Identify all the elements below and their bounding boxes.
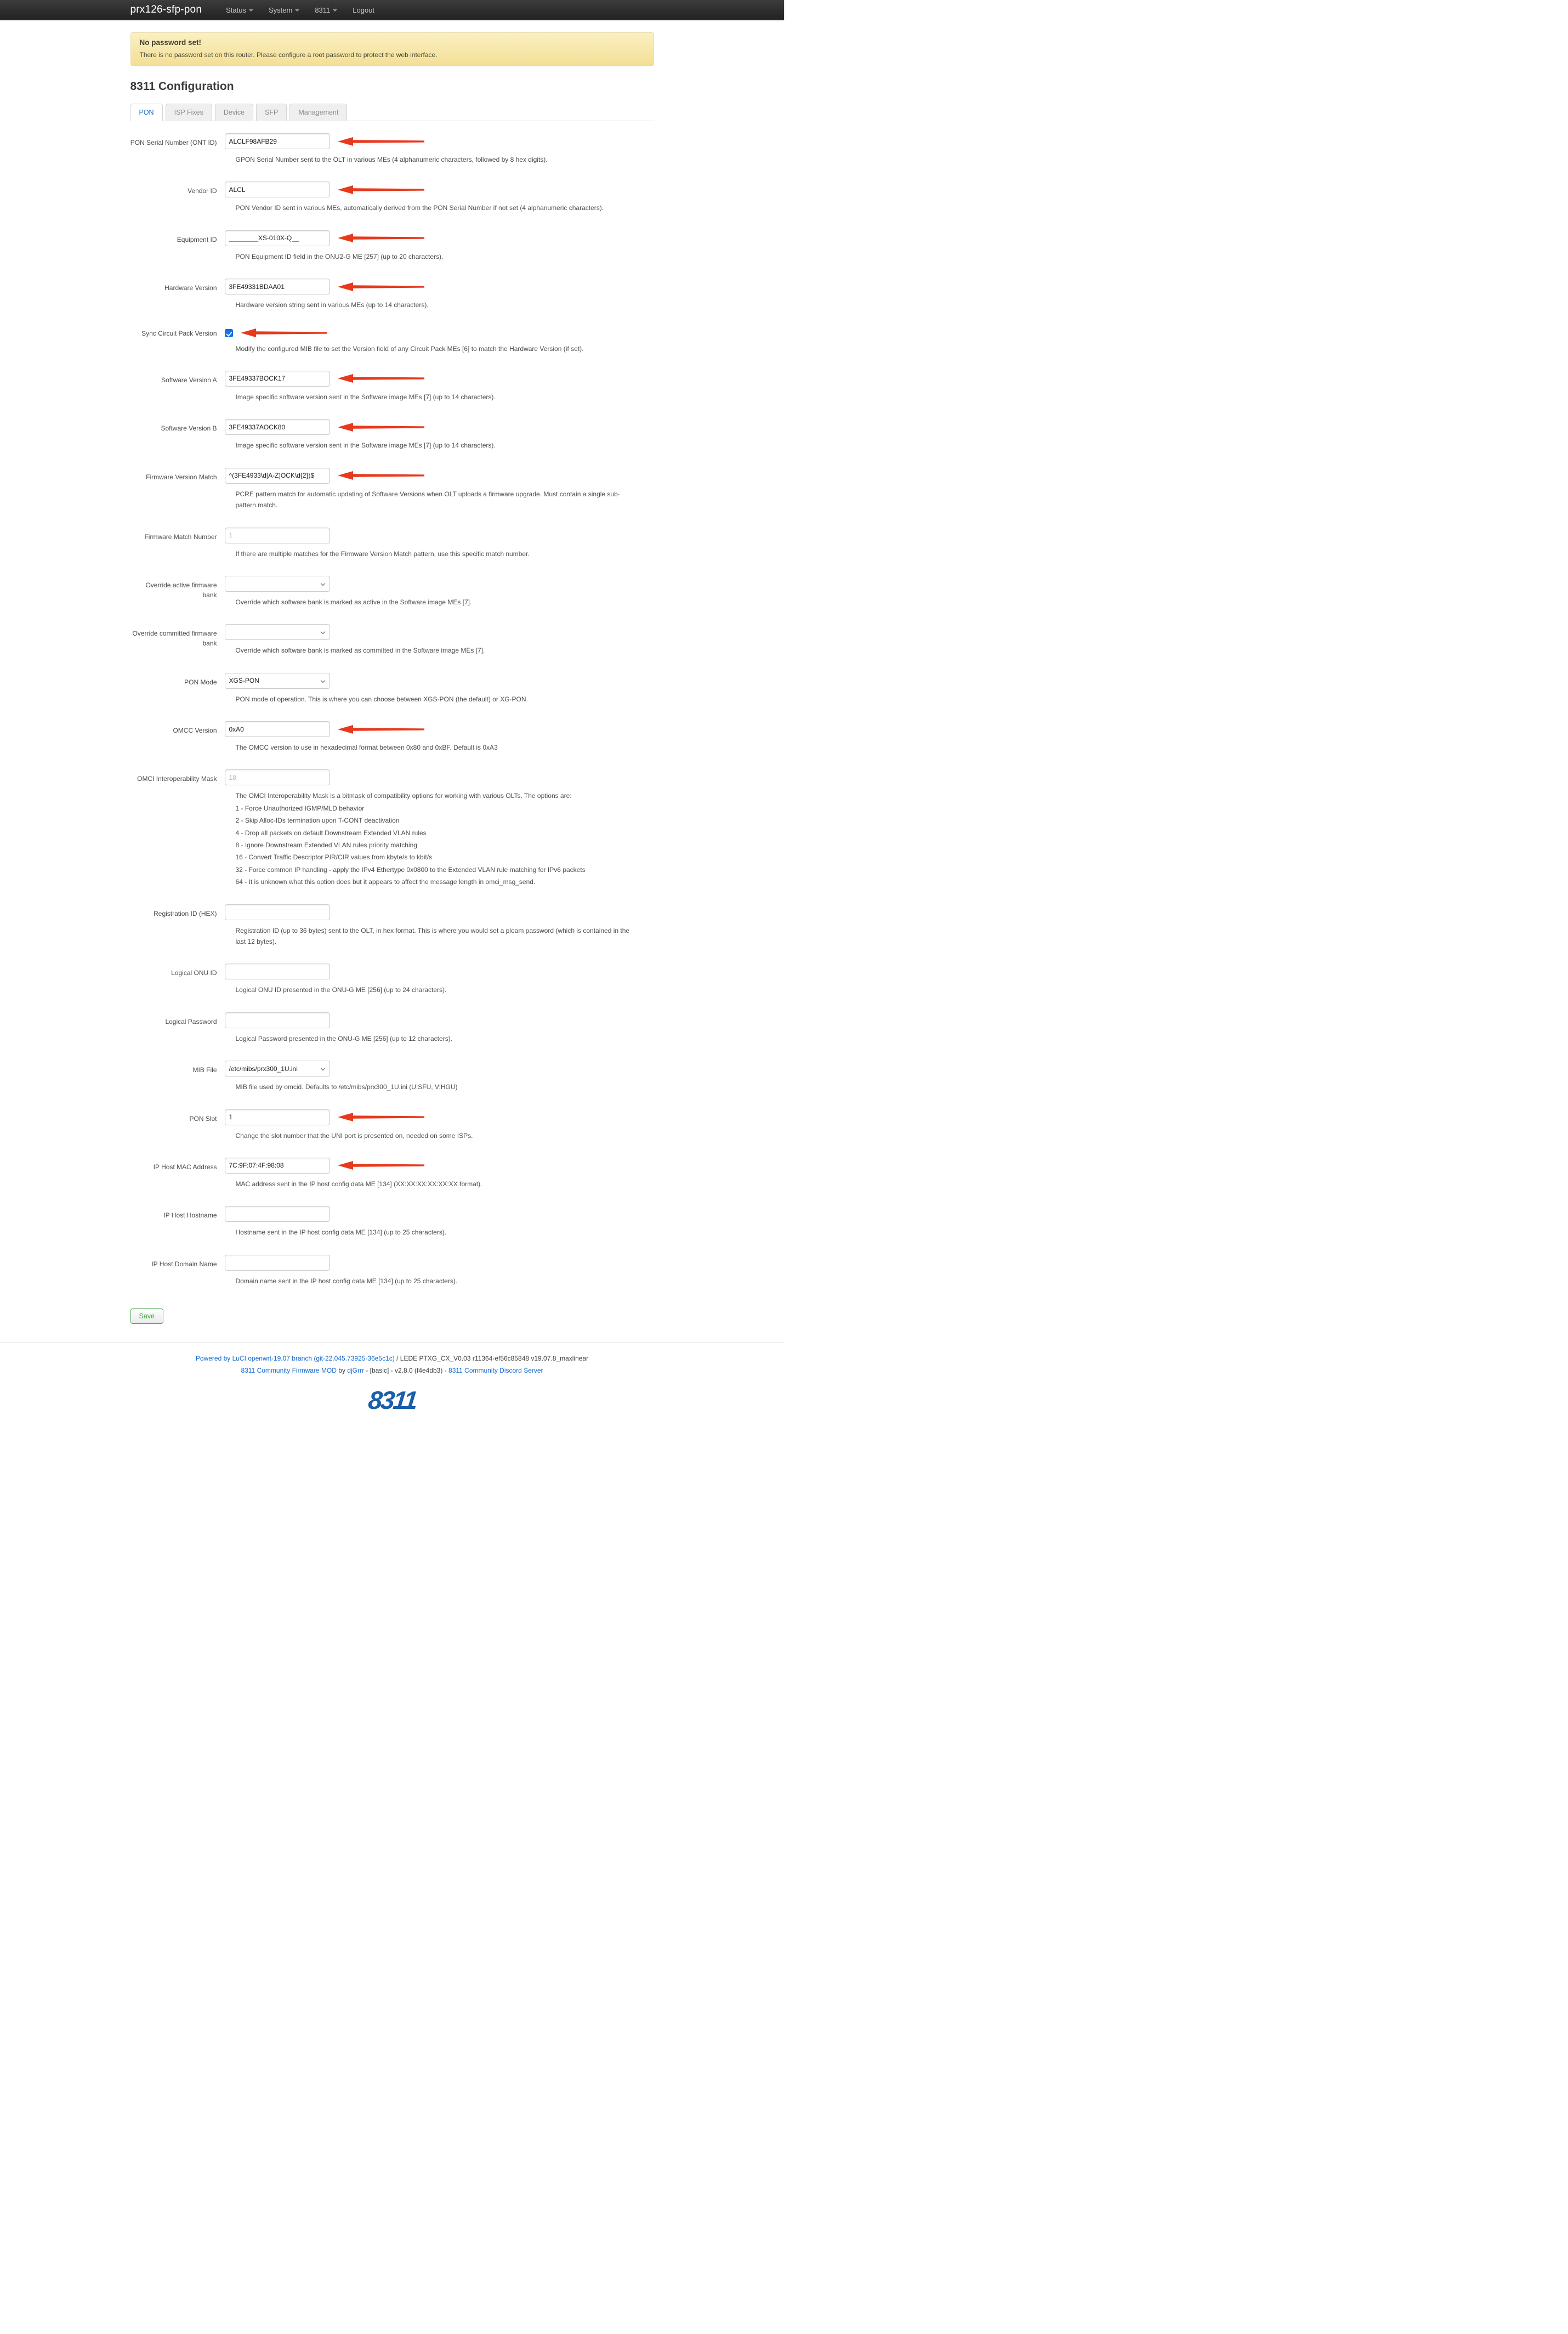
footer-version-link[interactable]: Powered by LuCI openwrt-19.07 branch (git-22.045.73925-36e5c1c) bbox=[195, 1355, 395, 1363]
footer-version-text: / LEDE PTXG_CX_V0.03 r11364-ef56c85848 v19.07.8_maxlinear bbox=[394, 1355, 589, 1363]
firmware-version-match-input[interactable]: ^(3FE4933\d[A-Z]OCK\d{2})$ bbox=[225, 468, 330, 484]
tab-management[interactable]: Management bbox=[289, 104, 347, 121]
chevron-down-icon bbox=[333, 9, 337, 12]
field-description-logical-password: Logical Password presented in the ONU-G ME [256] (up to 12 characters). bbox=[235, 1034, 453, 1043]
field-label-vendor-id: Vendor ID bbox=[188, 187, 217, 195]
field-description-pon-slot: Change the slot number that the UNI port is presented on, needed on some ISPs. bbox=[235, 1131, 473, 1140]
field-label-ip-host-hostname: IP Host Hostname bbox=[163, 1211, 217, 1220]
field-label-equipment-id: Equipment ID bbox=[177, 235, 217, 243]
field-description-pon-mode: PON mode of operation. This is where you can choose between XGS-PON (the default) or XG-PON. bbox=[235, 695, 528, 703]
nav-item-label: Status bbox=[226, 5, 246, 14]
field-label-hardware-version: Hardware Version bbox=[164, 284, 217, 292]
field-label-pon-mode: PON Mode bbox=[184, 678, 217, 686]
sync-circuit-pack-version-checkbox[interactable] bbox=[225, 329, 233, 337]
field-description-omci-interoperability-mask: The OMCI Interoperability Mask is a bitmask of compatibility options for working with various OLTs. The options are: 1 - Force Unauthorized IGMP/MLD behavior 2 - Skip Alloc-IDs termination upon T-CONT deactivation 4 - Drop all packets on default Downstream Extended VLAN rules 8 - Ignore Downstream Extended VLAN rules priority matching 16 - Convert Traffic Descriptor PIR/CIR values from kbyte/s to kbit/s 32 - Force common IP handling - apply the IPv4 Ethertype 0x0800 to the Extended VLAN rule matching for IPv6 packets 64 - It is unknown what this option does but it appears to affect the message length in omci_msg_send. bbox=[235, 792, 586, 886]
save-button[interactable]: Save bbox=[130, 1308, 164, 1324]
pon-mode-selected-value: XGS-PON bbox=[229, 677, 259, 685]
form-row-ip-host-domain-name bbox=[130, 1255, 654, 1298]
field-label-logical-password: Logical Password bbox=[165, 1017, 217, 1026]
field-label-registration-id-hex: Registration ID (HEX) bbox=[154, 909, 217, 917]
field-label-pon-slot: PON Slot bbox=[189, 1114, 217, 1123]
form-row-omci-interoperability-mask bbox=[130, 769, 654, 898]
page-title: 8311 Configuration bbox=[130, 80, 234, 93]
red-pointer-arrow-icon bbox=[338, 137, 425, 146]
red-pointer-arrow-icon bbox=[338, 233, 425, 243]
chevron-down-icon bbox=[320, 630, 325, 634]
tab-isp-fixes[interactable]: ISP Fixes bbox=[166, 104, 212, 121]
form-row-logical-onu-id bbox=[130, 964, 654, 1006]
field-label-software-version-a: Software Version A bbox=[161, 376, 217, 384]
logical-password-input[interactable] bbox=[225, 1012, 330, 1028]
field-label-ip-host-mac-address: IP Host MAC Address bbox=[153, 1163, 217, 1171]
form-row-mib-file bbox=[130, 1061, 654, 1103]
field-label-omci-interoperability-mask: OMCI Interoperability Mask bbox=[137, 775, 217, 783]
field-label-ip-host-domain-name: IP Host Domain Name bbox=[151, 1260, 217, 1268]
field-description-ip-host-hostname: Hostname sent in the IP host config data ME [134] (up to 25 characters). bbox=[235, 1228, 447, 1237]
form-row-pon-serial-number-ont-id bbox=[130, 133, 654, 176]
ip-host-mac-address-input[interactable]: 7C:9F:07:4F:98:08 bbox=[225, 1158, 330, 1174]
field-label-software-version-b: Software Version B bbox=[161, 424, 217, 433]
field-label-firmware-version-match: Firmware Version Match bbox=[146, 473, 217, 481]
red-pointer-arrow-icon bbox=[338, 373, 425, 383]
form-row-ip-host-mac-address bbox=[130, 1158, 654, 1200]
brand-hostname[interactable]: prx126-sfp-pon bbox=[130, 4, 202, 15]
chevron-down-icon bbox=[295, 9, 299, 12]
field-description-hardware-version: Hardware version string sent in various MEs (up to 14 characters). bbox=[235, 301, 429, 309]
field-label-override-committed-firmware-bank: Override committed firmware bank bbox=[132, 630, 217, 648]
software-version-a-input[interactable]: 3FE49337BOCK17 bbox=[225, 371, 330, 387]
field-description-vendor-id: PON Vendor ID sent in various MEs, automatically derived from the PON Serial Number if not set (4 alphanumeric characters). bbox=[235, 204, 604, 212]
alert-text: There is no password set on this router. Please configure a root password to protect the web interface. bbox=[139, 51, 438, 59]
chevron-down-icon bbox=[249, 9, 253, 12]
form-row-pon-mode bbox=[130, 673, 654, 716]
vendor-id-input[interactable]: ALCL bbox=[225, 182, 330, 197]
field-description-override-active-firmware-bank: Override which software bank is marked as active in the Software image MEs [7]. bbox=[235, 598, 472, 606]
red-pointer-arrow-icon bbox=[241, 328, 328, 338]
field-description-firmware-version-match: PCRE pattern match for automatic updating of Software Versions when OLT uploads a firmware upgrade. Must contain a single sub-pattern match. bbox=[235, 490, 620, 509]
chevron-down-icon bbox=[320, 581, 325, 586]
field-description-logical-onu-id: Logical ONU ID presented in the ONU-G ME [256] (up to 24 characters). bbox=[235, 986, 447, 994]
form-row-software-version-b bbox=[130, 419, 654, 462]
mib-file-select[interactable] bbox=[225, 1061, 330, 1077]
form-row-firmware-version-match bbox=[130, 468, 654, 522]
pon-config-form bbox=[130, 121, 654, 1298]
field-label-pon-serial-number-ont-id: PON Serial Number (ONT ID) bbox=[130, 139, 217, 146]
red-pointer-arrow-icon bbox=[338, 422, 425, 432]
alert-title: No password set! bbox=[139, 38, 202, 47]
red-pointer-arrow-icon bbox=[338, 471, 425, 480]
form-row-sync-circuit-pack-version bbox=[130, 327, 654, 365]
override-active-firmware-bank-select[interactable] bbox=[225, 576, 330, 592]
firmware-match-number-input[interactable]: 1 bbox=[225, 528, 330, 543]
form-row-firmware-match-number bbox=[130, 528, 654, 570]
field-description-equipment-id: PON Equipment ID field in the ONU2-G ME [257] (up to 20 characters). bbox=[235, 252, 444, 260]
field-label-omcc-version: OMCC Version bbox=[173, 727, 217, 735]
footer-community-link[interactable]: djGrrr bbox=[347, 1366, 364, 1374]
software-version-b-input[interactable]: 3FE49337AOCK80 bbox=[225, 419, 330, 435]
registration-id-hex-input[interactable] bbox=[225, 904, 330, 920]
field-description-mib-file: MIB file used by omcid. Defaults to /etc/mibs/prx300_1U.ini (U:SFU, V:HGU) bbox=[235, 1083, 458, 1091]
red-pointer-arrow-icon bbox=[338, 185, 425, 195]
field-description-override-committed-firmware-bank: Override which software bank is marked as committed in the Software image MEs [7]. bbox=[235, 647, 485, 655]
form-row-override-active-firmware-bank bbox=[130, 576, 654, 619]
field-description-software-version-b: Image specific software version sent in the Software image MEs [7] (up to 14 characters). bbox=[235, 441, 496, 450]
omcc-version-input[interactable]: 0xA0 bbox=[225, 721, 330, 737]
form-row-hardware-version bbox=[130, 279, 654, 321]
field-description-ip-host-domain-name: Domain name sent in the IP host config data ME [134] (up to 25 characters). bbox=[235, 1277, 458, 1285]
pon-serial-number-ont-id-input[interactable]: ALCLF98AFB29 bbox=[225, 133, 330, 149]
navbar-menu bbox=[218, 6, 382, 14]
form-row-registration-id-hex bbox=[130, 904, 654, 959]
field-description-sync-circuit-pack-version: Modify the configured MIB file to set the Version field of any Circuit Pack MEs [6] to match the Hardware Version (if set). bbox=[235, 344, 584, 353]
pon-mode-select[interactable] bbox=[225, 673, 330, 689]
top-navbar bbox=[0, 0, 784, 20]
footer-community-line bbox=[0, 1365, 784, 1377]
footer-community-link[interactable]: 8311 Community Discord Server bbox=[448, 1366, 543, 1374]
equipment-id-input[interactable]: ________XS-010X-Q__ bbox=[225, 230, 330, 246]
logo-8311: 8311 bbox=[366, 1386, 418, 1415]
field-label-logical-onu-id: Logical ONU ID bbox=[171, 969, 217, 977]
footer-community-text: by bbox=[336, 1366, 348, 1374]
ip-host-hostname-input[interactable] bbox=[225, 1206, 330, 1222]
footer-community-link[interactable]: 8311 Community Firmware MOD bbox=[241, 1366, 337, 1374]
field-description-registration-id-hex: Registration ID (up to 36 bytes) sent to the OLT, in hex format. This is where you would set a ploam password (which is contained in the last 12 bytes). bbox=[235, 926, 630, 945]
logical-onu-id-input[interactable] bbox=[225, 964, 330, 979]
form-row-ip-host-hostname bbox=[130, 1206, 654, 1249]
form-row-software-version-a bbox=[130, 371, 654, 413]
form-row-pon-slot bbox=[130, 1109, 654, 1152]
tab-sfp[interactable]: SFP bbox=[256, 104, 287, 121]
tab-pon[interactable]: PON bbox=[130, 104, 163, 121]
field-label-override-active-firmware-bank: Override active firmware bank bbox=[145, 581, 217, 599]
config-tabs bbox=[130, 103, 654, 121]
nav-item-status[interactable] bbox=[226, 6, 253, 14]
field-description-firmware-match-number: If there are multiple matches for the Firmware Version Match pattern, use this specific match number. bbox=[235, 549, 530, 558]
ip-host-domain-name-input[interactable] bbox=[225, 1255, 330, 1271]
field-description-omcc-version: The OMCC version to use in hexadecimal format between 0x80 and 0xBF. Default is 0xA3 bbox=[235, 744, 498, 752]
nav-item-label: Logout bbox=[353, 5, 375, 14]
field-label-sync-circuit-pack-version: Sync Circuit Pack Version bbox=[141, 329, 217, 337]
field-description-ip-host-mac-address: MAC address sent in the IP host config data ME [134] (XX:XX:XX:XX:XX:XX format). bbox=[235, 1180, 482, 1188]
override-committed-firmware-bank-select[interactable] bbox=[225, 624, 330, 640]
field-label-mib-file: MIB File bbox=[192, 1066, 217, 1074]
nav-item-8311[interactable] bbox=[315, 6, 337, 14]
nav-item-label: 8311 bbox=[315, 5, 331, 14]
nav-item-label: System bbox=[268, 5, 293, 14]
footer-version-line bbox=[0, 1353, 784, 1365]
red-pointer-arrow-icon bbox=[338, 282, 425, 292]
nav-item-system[interactable] bbox=[269, 6, 299, 14]
nav-item-logout[interactable] bbox=[353, 6, 374, 14]
page-footer bbox=[0, 1342, 784, 1431]
form-row-equipment-id bbox=[130, 230, 654, 273]
field-description-pon-serial-number-ont-id: GPON Serial Number sent to the OLT in various MEs (4 alphanumeric characters, followed by 8 hex digits). bbox=[235, 156, 548, 163]
omci-interoperability-mask-input[interactable]: 18 bbox=[225, 769, 330, 785]
field-description-software-version-a: Image specific software version sent in the Software image MEs [7] (up to 14 characters). bbox=[235, 393, 496, 401]
red-pointer-arrow-icon bbox=[338, 1160, 425, 1170]
footer-community-text: - [basic] - v2.8.0 (f4e4db3) - bbox=[363, 1366, 449, 1374]
mib-file-selected-value: /etc/mibs/prx300_1U.ini bbox=[229, 1064, 298, 1073]
hardware-version-input[interactable]: 3FE49331BDAA01 bbox=[225, 279, 330, 294]
pon-slot-input[interactable]: 1 bbox=[225, 1109, 330, 1125]
form-row-vendor-id bbox=[130, 182, 654, 224]
form-row-override-committed-firmware-bank bbox=[130, 624, 654, 667]
red-pointer-arrow-icon bbox=[338, 1112, 425, 1122]
form-row-logical-password bbox=[130, 1012, 654, 1055]
chevron-down-icon bbox=[320, 1066, 325, 1070]
red-pointer-arrow-icon bbox=[338, 724, 425, 734]
form-row-omcc-version bbox=[130, 721, 654, 764]
field-label-firmware-match-number: Firmware Match Number bbox=[144, 532, 217, 541]
tab-device[interactable]: Device bbox=[215, 104, 253, 121]
chevron-down-icon bbox=[320, 678, 325, 682]
no-password-alert bbox=[130, 32, 654, 66]
